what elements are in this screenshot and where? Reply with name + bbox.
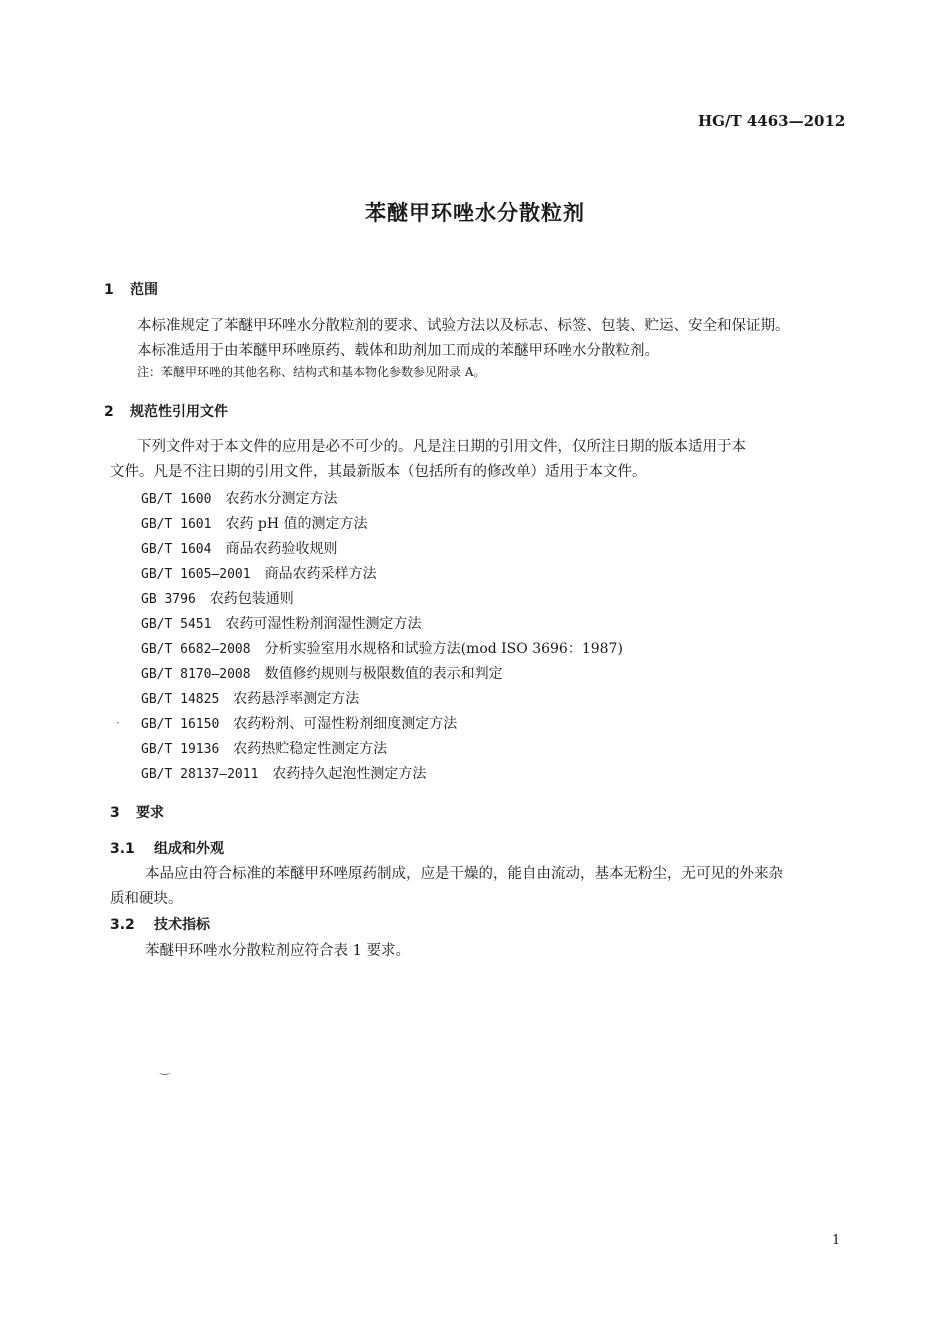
reference-item (141, 713, 457, 733)
subsection-number: 3.2 (110, 917, 135, 933)
reference-code: GB/T 14825 (141, 692, 220, 707)
section-number: 3 (110, 805, 120, 821)
subsection-number: 3.1 (110, 841, 135, 857)
reference-title: 农药 pH 值的测定方法 (225, 516, 368, 532)
reference-code: GB/T 1604 (141, 542, 212, 557)
subsection-3-1-heading (110, 838, 224, 858)
section-title: 范围 (130, 282, 158, 298)
reference-code: GB/T 8170—2008 (141, 667, 251, 682)
reference-title: 农药粉剂、可湿性粉剂细度测定方法 (233, 716, 458, 732)
reference-item (141, 663, 503, 683)
subsection-title: 组成和外观 (154, 841, 224, 857)
section-number: 2 (104, 404, 114, 420)
subsection-3-2-heading (110, 914, 210, 934)
reference-title: 数值修约规则与极限数值的表示和判定 (264, 666, 503, 682)
document-title: 苯醚甲环唑水分散粒剂 (365, 201, 585, 225)
paragraph: 文件。凡是不注日期的引用文件，其最新版本（包括所有的修改单）适用于本文件。 (110, 464, 647, 480)
paragraph: 本标准适用于由苯醚甲环唑原药、载体和助剂加工而成的苯醚甲环唑水分散粒剂。 (137, 343, 659, 359)
reference-item (141, 638, 623, 658)
reference-code: GB/T 1601 (141, 517, 212, 532)
section-title: 要求 (136, 805, 164, 821)
page-number: 1 (832, 1233, 841, 1248)
reference-code: GB/T 6682—2008 (141, 642, 251, 657)
section-number: 1 (104, 282, 114, 298)
reference-item (141, 488, 337, 508)
paragraph: 本品应由符合标准的苯醚甲环唑原药制成，应是干燥的，能自由流动，基本无粉尘，无可见的外来杂 (145, 866, 783, 882)
section-2-heading (104, 401, 228, 421)
reference-code: GB/T 1600 (141, 492, 212, 507)
reference-title: 商品农药采样方法 (264, 566, 377, 582)
reference-title: 农药持久起泡性测定方法 (272, 766, 427, 782)
reference-title: 农药悬浮率测定方法 (233, 691, 360, 707)
standard-code: HG/T 4463—2012 (698, 112, 846, 130)
section-1-heading (104, 279, 158, 299)
reference-title: 农药包装通则 (209, 591, 294, 607)
reference-title: 农药水分测定方法 (225, 491, 338, 507)
paragraph: 下列文件对于本文件的应用是必不可少的。凡是注日期的引用文件，仅所注日期的版本适用于本 (137, 439, 746, 455)
reference-title: 农药可湿性粉剂润湿性测定方法 (225, 616, 422, 632)
reference-item (141, 588, 294, 608)
reference-title: 农药热贮稳定性测定方法 (233, 741, 388, 757)
paragraph: 本标准规定了苯醚甲环唑水分散粒剂的要求、试验方法以及标志、标签、包装、贮运、安全和保证期。 (137, 318, 790, 334)
reference-item (141, 738, 387, 758)
reference-item (141, 688, 359, 708)
subsection-title: 技术指标 (154, 917, 210, 933)
scan-mark: · (116, 716, 120, 730)
reference-item (141, 563, 377, 583)
reference-code: GB/T 19136 (141, 742, 220, 757)
reference-item (141, 513, 368, 533)
reference-item (141, 538, 337, 558)
scan-mark: ‿ (160, 1061, 170, 1075)
reference-item (141, 763, 426, 783)
paragraph: 苯醚甲环唑水分散粒剂应符合表 1 要求。 (145, 943, 410, 959)
reference-code: GB/T 5451 (141, 617, 212, 632)
reference-code: GB/T 28137—2011 (141, 767, 259, 782)
paragraph: 质和硬块。 (110, 891, 183, 907)
reference-title: 商品农药验收规则 (225, 541, 338, 557)
reference-code: GB/T 1605—2001 (141, 567, 251, 582)
section-3-heading (110, 802, 164, 822)
reference-code: GB/T 16150 (141, 717, 220, 732)
section-title: 规范性引用文件 (130, 404, 228, 420)
note: 注：苯醚甲环唑的其他名称、结构式和基本物化参数参见附录 A。 (137, 365, 486, 379)
reference-title: 分析实验室用水规格和试验方法(mod ISO 3696：1987) (264, 641, 623, 657)
reference-item (141, 613, 421, 633)
reference-code: GB 3796 (141, 592, 196, 607)
